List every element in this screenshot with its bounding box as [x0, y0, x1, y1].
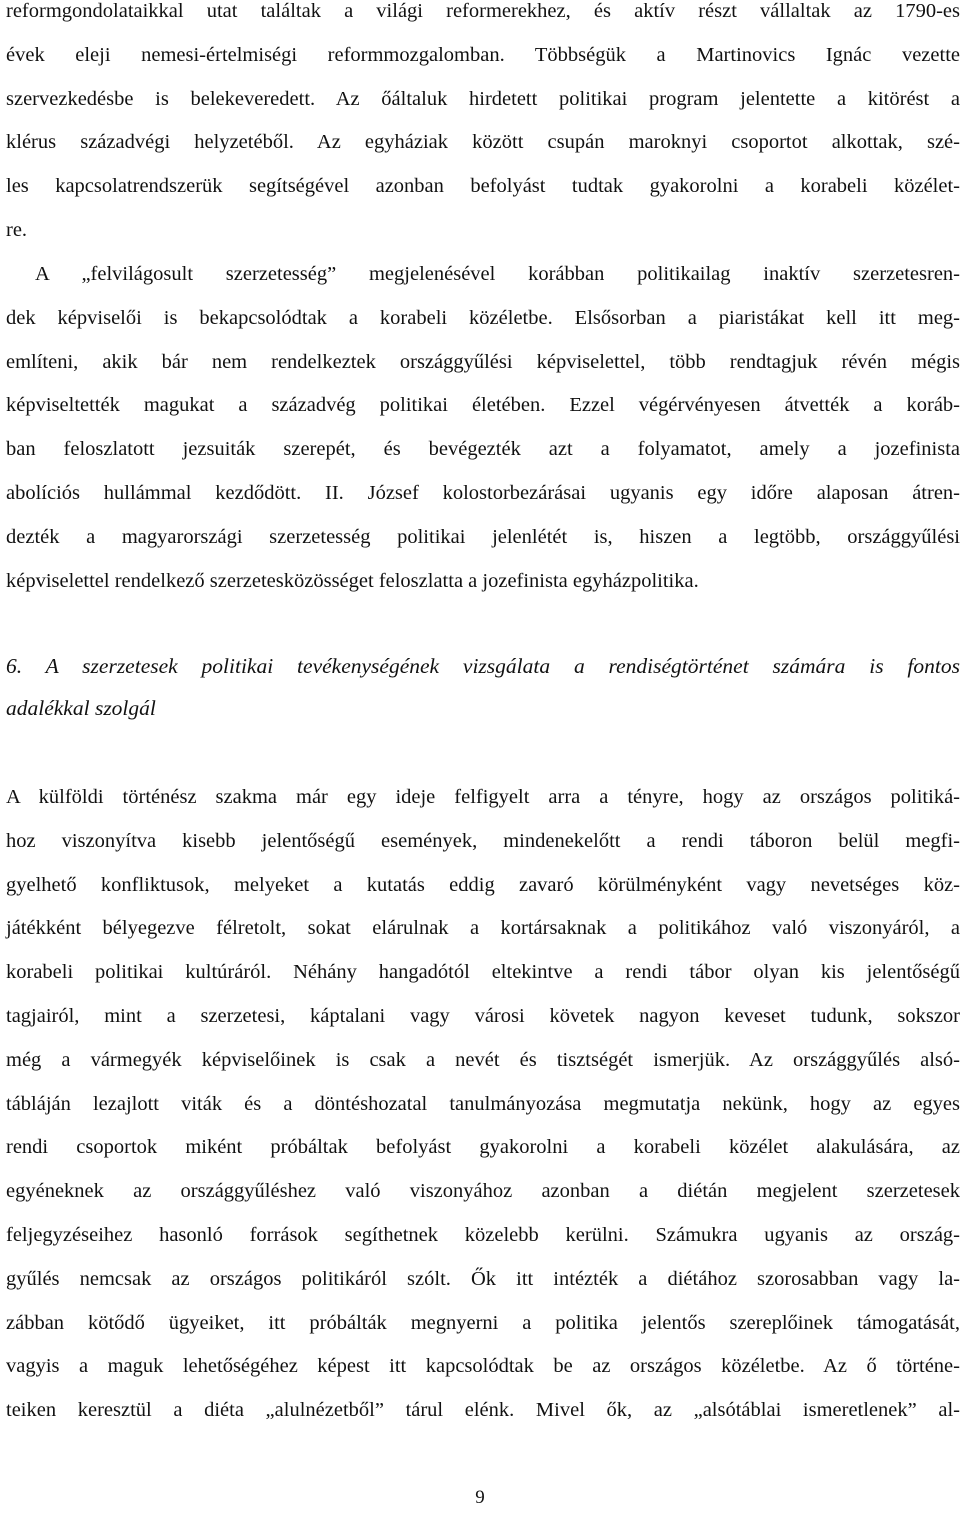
heading-line: 6. A szerzetesek politikai tevékenységének vizsgálata a rendiségtörténet számára is fontos [6, 654, 960, 678]
text-line: reformgondolataikkal utat találtak a világi reformerekhez, és aktív részt vállaltak az 1790-es [6, 0, 960, 22]
text-line: gyűlés nemcsak az országos politikáról szólt. Ők itt intézték a diétához szorosabban vagy la- [6, 1267, 960, 1290]
text-line: dek képviselői is bekapcsolódtak a korabeli közéletbe. Elsősorban a piaristákat kell itt meg- [6, 306, 960, 329]
text-line: korabeli politikai kultúráról. Néhány hangadótól eltekintve a rendi tábor olyan kis jelentőségű [6, 961, 960, 984]
text-line: rendi csoportok miként próbáltak befolyást gyakorolni a korabeli közélet alakulására, az [6, 1136, 960, 1159]
text-line: egyéneknek az országgyűléshez való viszonyához azonban a diétán megjelent szerzetesek [6, 1180, 960, 1203]
paragraph-1 [6, 0, 960, 253]
text-line: vagyis a maguk lehetőségéhez képest itt kapcsolódtak be az országos közéletbe. Az ő történe- [6, 1355, 960, 1378]
text-line: gyelhető konfliktusok, melyeket a kutatás eddig zavaró körülményként vagy nevetséges köz- [6, 873, 960, 896]
page-number: 9 [475, 1487, 485, 1508]
text-line: les kapcsolatrendszerük segítségével azonban befolyást tudtak gyakorolni a korabeli közélet- [6, 175, 960, 198]
text-line: A „felvilágosult szerzetesség” megjelenésével korábban politikailag inaktív szerzetesren- [35, 263, 960, 285]
text-line: képviseltették magukat a századvég politikai életében. Ezzel végérvényesen átvették a koráb- [6, 394, 960, 417]
text-line: klérus századvégi helyzetéből. Az egyháziak között csupán maroknyi csoportot alkottak, szé- [6, 131, 960, 154]
text-line: re. [6, 218, 28, 241]
section-heading [6, 645, 960, 729]
text-line: játékként bélyegezve félretolt, sokat elárulnak a kortársaknak a politikához való viszonyáról, a [6, 917, 960, 940]
text-line: dezték a magyarországi szerzetesség politikai jelenlétét is, hiszen a legtöbb, országgyűlési [6, 525, 960, 548]
text-line: említeni, akik bár nem rendelkeztek országgyűlési képviselettel, több rendtagjuk révén mégis [6, 350, 960, 373]
text-line: feljegyzéseihez hasonló források segíthetnek közelebb kerülni. Számukra ugyanis az ország- [6, 1223, 960, 1246]
text-line: A külföldi történész szakma már egy ideje felfigyelt arra a tényre, hogy az országos politiká- [6, 786, 960, 808]
text-line: hoz viszonyítva kisebb jelentőségű események, mindenekelőtt a rendi táboron belül megfi- [6, 829, 960, 852]
heading-line: adalékkal szolgál [6, 696, 156, 720]
text-line: zábban kötődő ügyeiket, itt próbálták megnyerni a politika jelentős szereplőinek támogatását, [6, 1311, 960, 1334]
text-line: még a vármegyék képviselőinek is csak a nevét és tisztségét ismerjük. Az országgyűlés alsó- [6, 1048, 960, 1071]
text-line: abolíciós hullámmal kezdődött. II. József kolostorbezárásai ugyanis egy időre alaposan átren- [6, 481, 960, 504]
text-line: szervezkedésbe is belekeveredett. Az őáltaluk hirdetett politikai program jelentette a kitörést a [6, 87, 960, 110]
text-line: képviselettel rendelkező szerzetesközösséget feloszlatta a jozefinista egyházpolitika. [6, 569, 699, 592]
text-line: tábláján lezajlott viták és a döntéshozatal tanulmányozása megmutatja nekünk, hogy az egyes [6, 1092, 960, 1115]
paragraph-3 [6, 776, 960, 1433]
text-line: évek eleji nemesi-értelmiségi reformmozgalomban. Többségük a Martinovics Ignác vezette [6, 43, 960, 66]
paragraph-2 [6, 253, 960, 603]
text-line: teiken keresztül a diéta „alulnézetből” tárul elénk. Mivel ők, az „alsótáblai ismeretlenek” al- [6, 1399, 960, 1422]
text-line: ban feloszlatott jezsuiták szerepét, és bevégezték azt a folyamatot, amely a jozefinista [6, 438, 960, 461]
text-line: tagjairól, mint a szerzetesi, káptalani vagy városi követek nagyon keveset tudunk, sokszor [6, 1004, 960, 1027]
